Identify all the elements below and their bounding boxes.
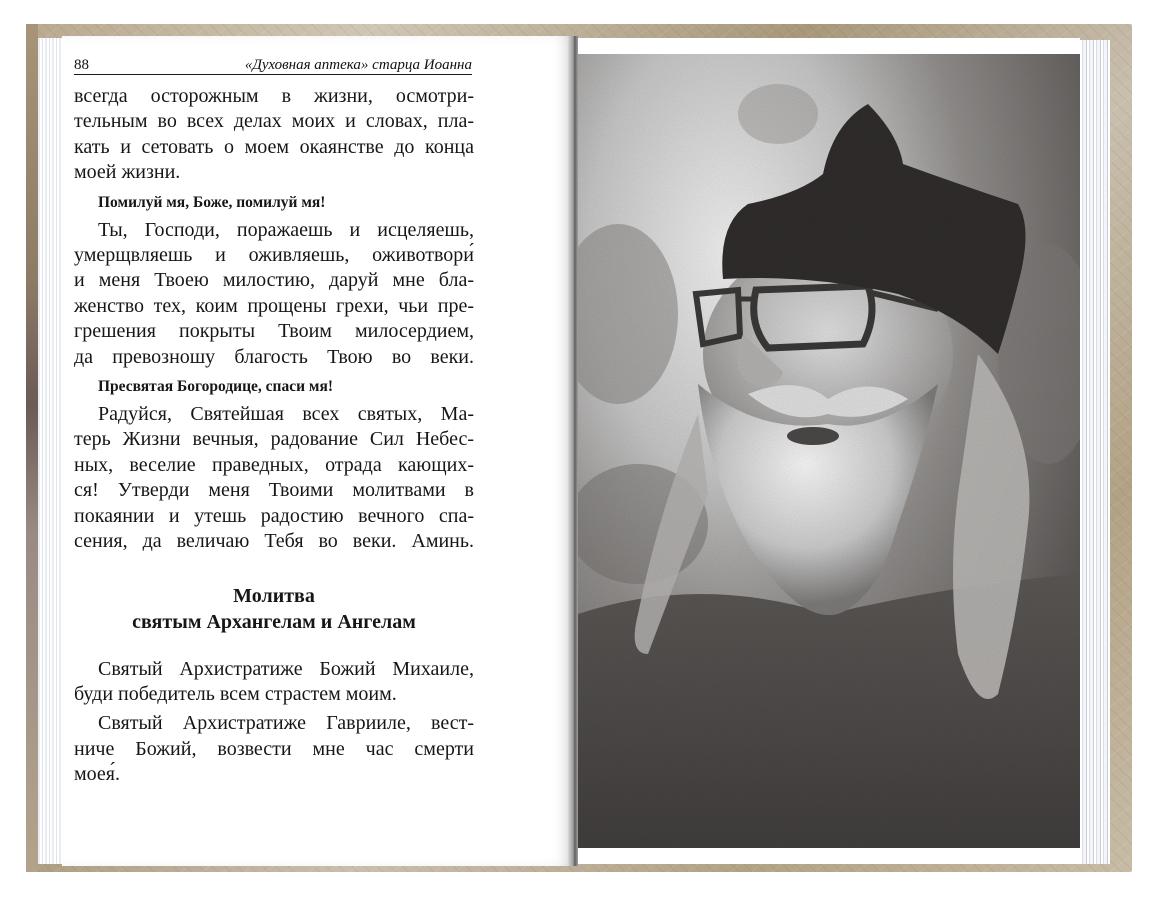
text-line: моея́. [74, 763, 120, 786]
text-line: буди победитель всем страстем моим. [74, 682, 397, 705]
portrait-illustration [578, 54, 1080, 848]
text-line: ных, веселие праведных, отрада кающих- [74, 453, 474, 476]
text-line: терь Жизни вечныя, радование Сил Небес- [74, 428, 474, 451]
paragraph [74, 218, 474, 370]
paragraph [74, 402, 474, 554]
text-line: женство тех, коим прощены грехи, чьи пре- [74, 294, 474, 317]
text-line: умерщвляешь и оживляешь, оживотвори́ [74, 244, 474, 267]
text-line: ся! Утверди меня Твоими молитвами в [74, 479, 474, 502]
text-line: Ты, Господи, поражаешь и исцеляешь, [98, 218, 474, 241]
text-line: Святый Архистратиже Божий Михаиле, [98, 657, 474, 680]
prayer-title-line: Молитва [233, 584, 315, 607]
spacer [74, 635, 474, 657]
cover-spine-edge [26, 24, 38, 872]
prayer-invocation: Пресвятая Богородице, спаси мя! [98, 378, 333, 396]
text-line: грешения покрыты Твоим милосердием, [74, 320, 474, 343]
text-line: сения, да величаю Тебя во веки. Аминь. [74, 530, 474, 553]
text-line: покаянии и утешь радостию вечного спа- [74, 504, 474, 527]
paragraph [74, 711, 474, 787]
page-text [74, 84, 474, 788]
prayer-title [74, 583, 474, 635]
text-line: моей жизни. [74, 161, 181, 184]
text-line: тельным во всех делах моих и словах, пла- [74, 110, 474, 133]
prayer-title-line: святым Архангелам и Ангелам [132, 610, 416, 633]
text-line: Радуйся, Святейшая всех святых, Ма- [98, 403, 474, 426]
text-line: Святый Архистратиже Гаврииле, вест- [98, 712, 474, 735]
paragraph [74, 657, 474, 708]
prayer-invocation: Помилуй мя, Боже, помилуй мя! [98, 193, 326, 211]
paragraph [74, 84, 474, 186]
running-head [74, 54, 472, 75]
monk-portrait-photo [578, 54, 1080, 848]
text-line: кать и сетовать о моем окаянстве до конца [74, 135, 474, 158]
text-line: и меня Твоею милостию, даруй мне бла- [74, 269, 474, 292]
right-page-stack [1080, 40, 1110, 864]
running-title: «Духовная аптека» старца Иоанна [244, 57, 472, 73]
text-line: да превозношу благость Твою во веки. [74, 345, 474, 368]
text-line: ниче Божий, возвести мне час смерти [74, 737, 474, 760]
text-line: всегда осторожным в жизни, осмотри- [74, 85, 474, 107]
page-number: 88 [74, 57, 89, 73]
